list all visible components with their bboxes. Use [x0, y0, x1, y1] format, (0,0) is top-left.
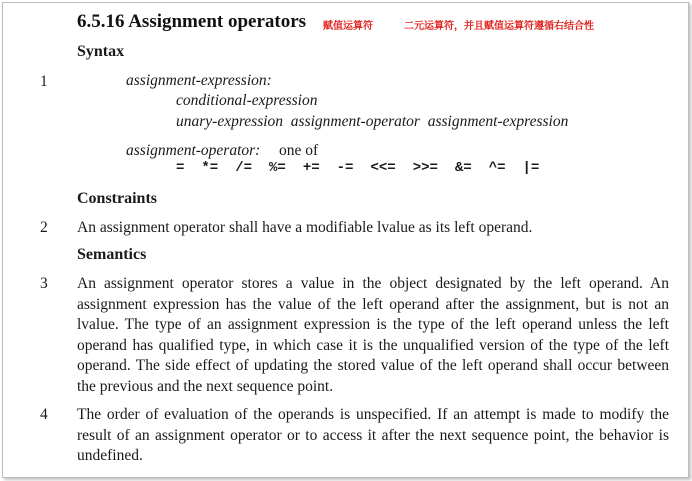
- rule-one-of: one of: [279, 142, 319, 159]
- paragraph-number-3: 3: [40, 275, 48, 292]
- semantics-paragraph-3: An assignment operator stores a value in the object designated by the left operand. An assignment expression has the value of the left operand after the assignment, but is not an lvalue. The type of an assignment expression is the type of the left operand unless the left operand has qualified type, in which case it is the unqualified version of the type of the left operand. The side effect of updating the stored value of the left operand shall occur between the previous and the next sequence point.: [77, 275, 669, 395]
- section-title: 6.5.16 Assignment operators: [77, 11, 307, 32]
- paragraph-number-4: 4: [40, 406, 48, 423]
- operator: -=: [336, 160, 354, 176]
- operator: /=: [235, 160, 253, 176]
- syntax-heading: Syntax: [77, 43, 125, 60]
- annotation-assignment-operator: 赋值运算符: [323, 21, 373, 32]
- operator-list: [176, 160, 556, 176]
- operator: >>=: [412, 160, 438, 176]
- operator: +=: [302, 160, 320, 176]
- constraints-heading: Constraints: [77, 190, 158, 207]
- rule-alt-unary: unary-expression assignment-operator assignment-expression: [176, 113, 569, 130]
- rule-assignment-expression: assignment-expression:: [126, 72, 272, 89]
- annotation-right-associative: 二元运算符，并且赋值运算符遵循右结合性: [404, 21, 594, 32]
- operator: =: [176, 160, 185, 176]
- semantics-paragraph-4: The order of evaluation of the operands is unspecified. If an attempt is made to modify the result of an assignment operator or to access it after the next sequence point, the behavior is undefined.: [77, 406, 669, 464]
- rule-assignment-operator: assignment-operator:: [126, 142, 261, 159]
- constraints-text: An assignment operator shall have a modifiable lvalue as its left operand.: [77, 219, 533, 236]
- paragraph-number-1: 1: [40, 73, 48, 90]
- operator: <<=: [370, 160, 396, 176]
- operator: *=: [201, 160, 219, 176]
- operator: &=: [454, 160, 472, 176]
- semantics-heading: Semantics: [77, 246, 147, 263]
- operator: ^=: [488, 160, 506, 176]
- rule-alt-conditional: conditional-expression: [176, 92, 318, 109]
- operator: %=: [269, 160, 286, 176]
- paragraph-number-2: 2: [40, 219, 48, 236]
- operator: |=: [522, 160, 540, 176]
